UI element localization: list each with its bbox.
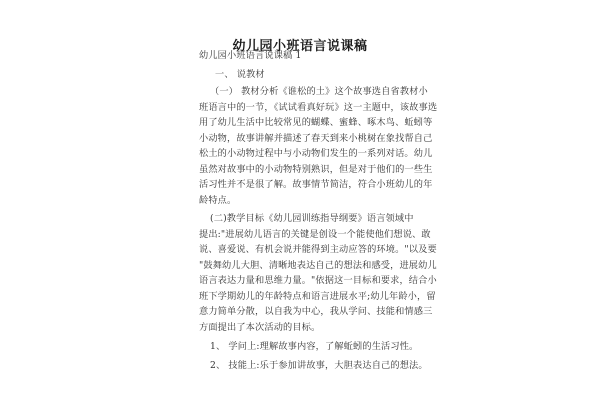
list-item-1: 1、 学问上:理解故事内容，了解蚯蚓的生活习性。 <box>210 341 419 352</box>
document-subtitle: 幼儿园小班语言说课稿 1 <box>199 50 302 61</box>
para1-line-7: 活习性并不是很了解。故事情节简洁，符合小班幼儿的年 <box>199 179 433 190</box>
para1-line-5: 松土的小动物过程中与小动物们发生的一系列对话。幼儿 <box>199 148 433 159</box>
document-title: 幼儿园小班语言说课稿 <box>232 39 368 54</box>
para1-line-8: 龄特点。 <box>199 194 237 206</box>
para2-line-2: 提出:"进展幼儿语言的关键是创设一个能使他们想说、敢 <box>199 228 431 240</box>
para1-line-3: 用了幼儿生活中比较常见的蝴蝶、蜜蜂、啄木鸟、蚯蚓等 <box>199 117 433 128</box>
para2-line-4: "鼓舞幼儿大胆、清晰地表达自己的想法和感受，进展幼儿 <box>199 259 437 271</box>
para1-line-2: 班语言中的一节，《试试看真好玩》这一主题中，该故事选 <box>199 101 438 113</box>
para2-line-8: 方面提出了本次活动的目标。 <box>199 321 321 333</box>
section-heading-teaching-material: 一、 说教材 <box>215 69 265 80</box>
para2-line-3: 说、喜爱说、有机会说并能得到主动应答的环境。"以及要 <box>199 244 437 255</box>
para2-line-1: (二)教学目标《幼儿园训练指导纲要》语言领域中 <box>210 213 414 224</box>
list-item-2: 2、 技能上:乐于参加讲故事，大胆表达自己的想法。 <box>210 360 428 371</box>
para2-line-7: 意力简单分散，以自我为中心，我从学问、技能和情感三 <box>199 306 433 317</box>
para1-line-1: （一） 教材分析《谁松的土》这个故事选自省教材小 <box>210 86 428 97</box>
para2-line-6: 班下学期幼儿的年龄特点和语言进展水平;幼儿年龄小，留 <box>199 290 436 302</box>
para1-line-4: 小动物，故事讲解并描述了春天到来小桃树在象找帮自己 <box>199 132 433 144</box>
para1-line-6: 虽然对故事中的小动物特别熟识，但是对于他们的一些生 <box>199 163 433 175</box>
para2-line-5: 语言表达力量和思维力量。"依据这一目标和要求，结合小 <box>199 275 437 286</box>
